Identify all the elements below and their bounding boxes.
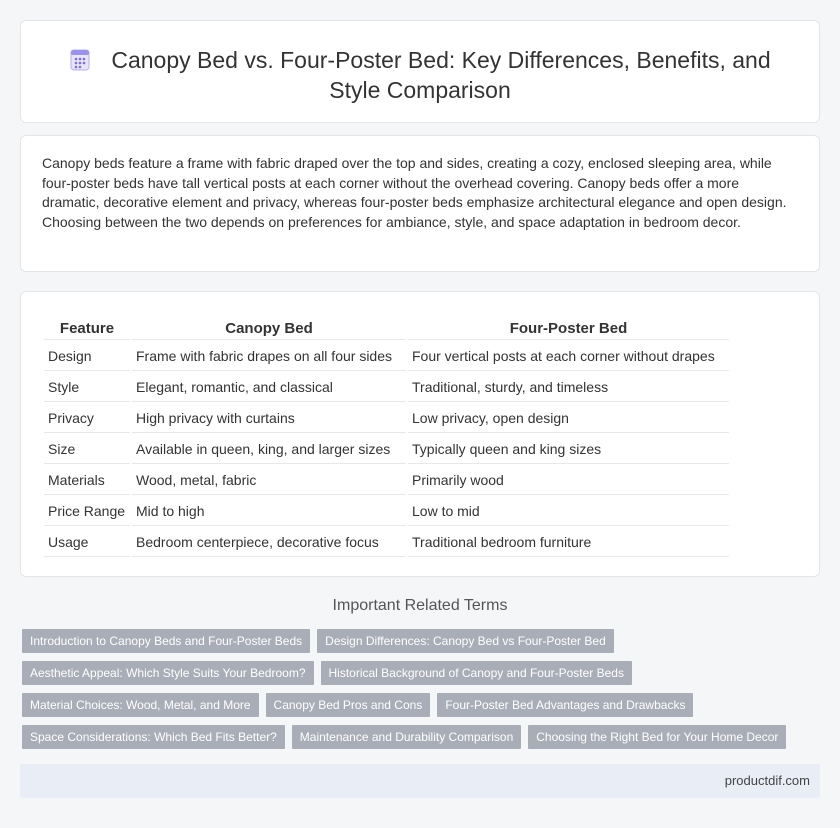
- cell-feature: Price Range: [44, 497, 130, 526]
- cell-four-poster: Low privacy, open design: [408, 404, 729, 433]
- related-term-tag[interactable]: Choosing the Right Bed for Your Home Decor: [528, 725, 786, 749]
- cell-feature: Design: [44, 342, 130, 371]
- related-term-tag[interactable]: Four-Poster Bed Advantages and Drawbacks: [437, 693, 693, 717]
- cell-canopy: Bedroom centerpiece, decorative focus: [132, 528, 406, 557]
- page-title: Canopy Bed vs. Four-Poster Bed: Key Differences, Benefits, and Style Comparison: [111, 47, 771, 103]
- related-term-tag[interactable]: Maintenance and Durability Comparison: [292, 725, 521, 749]
- related-term-tag[interactable]: Canopy Bed Pros and Cons: [266, 693, 431, 717]
- cell-canopy: Wood, metal, fabric: [132, 466, 406, 495]
- cell-four-poster: Low to mid: [408, 497, 729, 526]
- cell-feature: Size: [44, 435, 130, 464]
- cell-four-poster: Primarily wood: [408, 466, 729, 495]
- related-terms-heading: Important Related Terms: [332, 597, 508, 614]
- table-row: [44, 528, 729, 557]
- related-term-tag[interactable]: Material Choices: Wood, Metal, and More: [22, 693, 259, 717]
- table-row: [44, 435, 729, 464]
- cell-four-poster: Typically queen and king sizes: [408, 435, 729, 464]
- table-row: [44, 466, 729, 495]
- footer-site-link[interactable]: productdif.com: [724, 773, 810, 788]
- comparison-table-card: [20, 291, 820, 577]
- comparison-table: [42, 315, 731, 559]
- header-feature: Feature: [44, 317, 130, 340]
- cell-four-poster: Four vertical posts at each corner without drapes: [408, 342, 729, 371]
- cell-feature: Privacy: [44, 404, 130, 433]
- cell-four-poster: Traditional bedroom furniture: [408, 528, 729, 557]
- header-four-poster-bed: Four-Poster Bed: [408, 317, 729, 340]
- cell-four-poster: Traditional, sturdy, and timeless: [408, 373, 729, 402]
- page-title-wrap: [61, 45, 779, 105]
- intro-card: [20, 135, 820, 272]
- table-row: [44, 404, 729, 433]
- cell-feature: Style: [44, 373, 130, 402]
- related-term-tag[interactable]: Historical Background of Canopy and Four-Poster Beds: [321, 661, 632, 685]
- table-header-row: [44, 317, 729, 340]
- table-row: [44, 342, 729, 371]
- related-term-tag[interactable]: Design Differences: Canopy Bed vs Four-Poster Bed: [317, 629, 614, 653]
- title-card: [20, 20, 820, 123]
- table-row: [44, 373, 729, 402]
- header-canopy-bed: Canopy Bed: [132, 317, 406, 340]
- related-term-tag[interactable]: Introduction to Canopy Beds and Four-Poster Beds: [22, 629, 310, 653]
- cell-canopy: Frame with fabric drapes on all four sides: [132, 342, 406, 371]
- document-list-icon: [69, 49, 91, 71]
- cell-canopy: Elegant, romantic, and classical: [132, 373, 406, 402]
- cell-canopy: Available in queen, king, and larger sizes: [132, 435, 406, 464]
- cell-feature: Usage: [44, 528, 130, 557]
- related-terms-list: [22, 629, 812, 749]
- footer: [20, 764, 820, 798]
- related-term-tag[interactable]: Aesthetic Appeal: Which Style Suits Your Bedroom?: [22, 661, 314, 685]
- related-term-tag[interactable]: Space Considerations: Which Bed Fits Better?: [22, 725, 285, 749]
- intro-paragraph: Canopy beds feature a frame with fabric draped over the top and sides, creating a cozy, enclosed sleeping area, while four-poster beds have tall vertical posts at each corner without the overhead covering. Canopy beds offer a more dramatic, decorative element and privacy, whereas four-poster beds emphasize architectural elegance and open design. Choosing between the two depends on preferences for ambiance, style, and space adaptation in bedroom decor.: [42, 155, 787, 230]
- table-row: [44, 497, 729, 526]
- cell-canopy: High privacy with curtains: [132, 404, 406, 433]
- cell-canopy: Mid to high: [132, 497, 406, 526]
- cell-feature: Materials: [44, 466, 130, 495]
